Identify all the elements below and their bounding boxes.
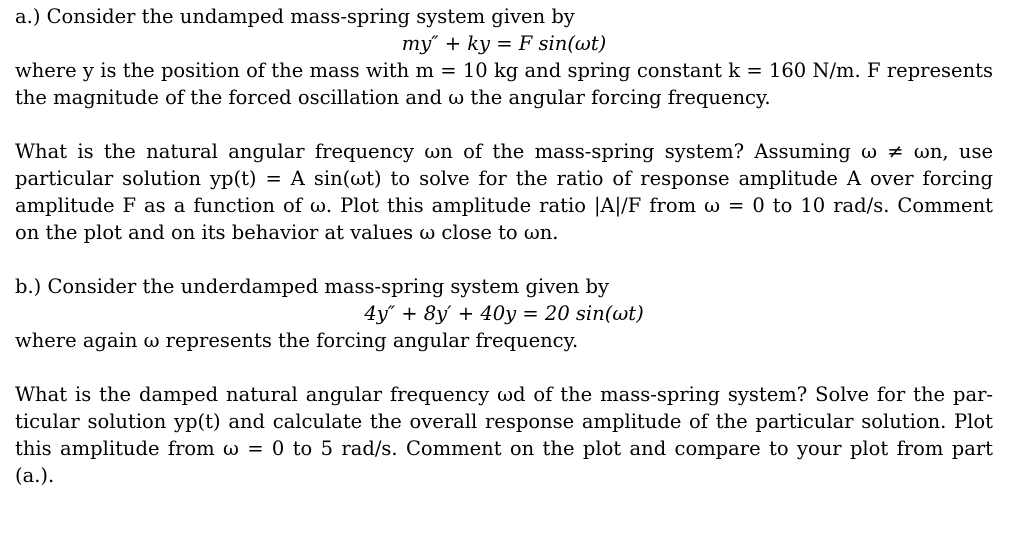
part-a-question-line-1: What is the natural angular frequency ωn of the mass-spring system? Assuming ω ≠ ωn, use: [15, 140, 993, 163]
part-a: [15, 3, 993, 246]
part-b-description: where again ω represents the forcing angular frequency.: [15, 329, 579, 352]
part-b-question-line-2: ticular solution yp(t) and calculate the overall response amplitude of the particular solution. Plot: [15, 410, 993, 433]
part-b-question-line-4: (a.).: [15, 464, 55, 487]
part-a-equation: my″ + ky = F sin(ωt): [401, 32, 607, 55]
part-b-equation: 4y″ + 8y′ + 40y = 20 sin(ωt): [364, 302, 644, 325]
part-a-description-line-1: where y is the position of the mass with m = 10 kg and spring constant k = 160 N/m. F represents: [15, 59, 993, 82]
part-b-intro: b.) Consider the underdamped mass-spring system given by: [15, 275, 610, 298]
part-a-question-line-2: particular solution yp(t) = A sin(ωt) to solve for the ratio of response amplitude A over forcing: [15, 167, 993, 190]
part-b-question-line-1: What is the damped natural angular frequency ωd of the mass-spring system? Solve for the par-: [15, 383, 993, 406]
part-a-intro: a.) Consider the undamped mass-spring system given by: [15, 5, 575, 28]
part-b: [15, 273, 993, 489]
part-a-question-line-3: amplitude F as a function of ω. Plot this amplitude ratio |A|/F from ω = 0 to 10 rad/s. Comment: [15, 194, 993, 217]
part-b-question-line-3: this amplitude from ω = 0 to 5 rad/s. Comment on the plot and compare to your plot from part: [15, 437, 993, 460]
part-a-question-line-4: on the plot and on its behavior at values ω close to ωn.: [15, 221, 559, 244]
problem-document: [15, 3, 993, 489]
part-a-description-line-2: the magnitude of the forced oscillation and ω the angular forcing frequency.: [15, 86, 771, 109]
